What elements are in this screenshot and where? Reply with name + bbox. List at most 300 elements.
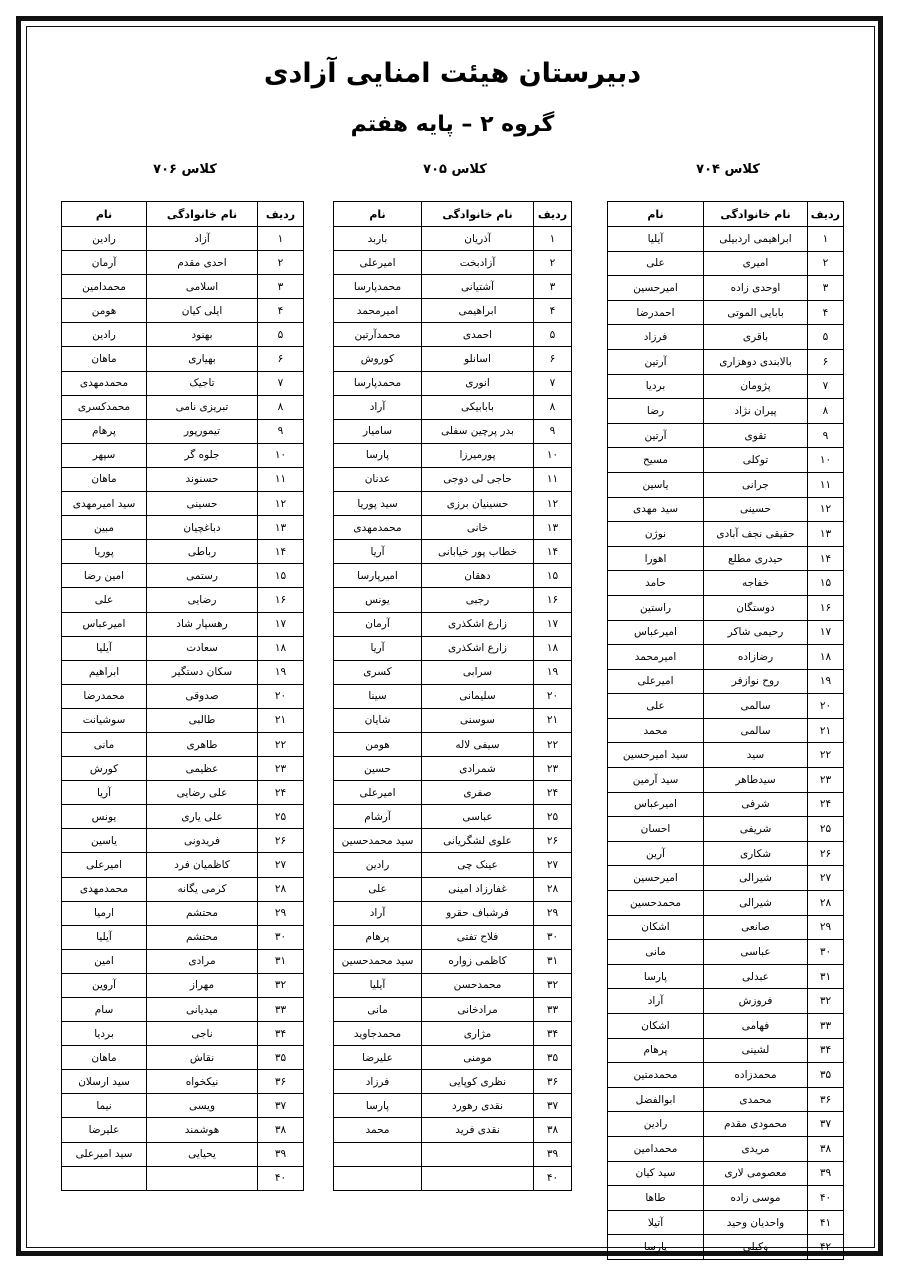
row-number: ۳۴ xyxy=(534,1022,572,1046)
table-row xyxy=(608,964,844,989)
family-name-cell: روح نوازفر xyxy=(704,669,808,694)
row-number: ۲۲ xyxy=(258,732,304,756)
first-name-cell: امیرمحمد xyxy=(334,299,422,323)
table-row xyxy=(62,540,304,564)
first-name-cell: حسین xyxy=(334,757,422,781)
family-name-cell: صدوقی xyxy=(147,684,258,708)
family-name-cell: رجبی xyxy=(422,588,534,612)
family-name-cell: جرانی xyxy=(704,472,808,497)
row-number: ۲۲ xyxy=(534,732,572,756)
first-name-cell: محمدحسین xyxy=(608,891,704,916)
first-name-cell: آرمان xyxy=(334,612,422,636)
row-number: ۲۰ xyxy=(534,684,572,708)
first-name-cell: نوژن xyxy=(608,522,704,547)
table-row xyxy=(608,718,844,743)
first-name-cell: امیرحسین xyxy=(608,866,704,891)
family-name-cell: ناجی xyxy=(147,1022,258,1046)
family-name-cell: پورمیرزا xyxy=(422,443,534,467)
header-radif: ردیف xyxy=(258,202,304,227)
table-row xyxy=(62,1070,304,1094)
table-row xyxy=(608,1112,844,1137)
first-name-cell: امیرحسین xyxy=(608,276,704,301)
row-number: ۸ xyxy=(258,395,304,419)
family-name-cell: محمدی xyxy=(704,1087,808,1112)
table-row xyxy=(608,1063,844,1088)
family-name-cell: خفاجه xyxy=(704,571,808,596)
table-row xyxy=(62,443,304,467)
row-number: ۲۵ xyxy=(534,805,572,829)
table-row xyxy=(334,925,572,949)
first-name-cell: علیرضا xyxy=(334,1046,422,1070)
table-row xyxy=(608,374,844,399)
row-number: ۳۶ xyxy=(534,1070,572,1094)
row-number: ۳۱ xyxy=(808,964,844,989)
table-row xyxy=(62,829,304,853)
family-name-cell: طالبی xyxy=(147,708,258,732)
row-number: ۲ xyxy=(808,251,844,276)
table-row xyxy=(62,708,304,732)
family-name-cell: بالابندی دوهزاری xyxy=(704,349,808,374)
row-number: ۳۴ xyxy=(258,1022,304,1046)
table-row xyxy=(334,540,572,564)
family-name-cell: مومنی xyxy=(422,1046,534,1070)
table-header-row xyxy=(62,202,304,227)
family-name-cell: فریدونی xyxy=(147,829,258,853)
row-number: ۳۴ xyxy=(808,1038,844,1063)
table-row xyxy=(62,901,304,925)
first-name-cell: حامد xyxy=(608,571,704,596)
row-number: ۳۹ xyxy=(808,1161,844,1186)
table-row xyxy=(62,781,304,805)
table-row xyxy=(334,684,572,708)
family-name-cell: رستمی xyxy=(147,564,258,588)
table-header-row xyxy=(608,202,844,227)
row-number: ۲۵ xyxy=(808,817,844,842)
first-name-cell: کورش xyxy=(62,757,147,781)
first-name-cell: آرتین xyxy=(608,349,704,374)
first-name-cell: محمدجاوید xyxy=(334,1022,422,1046)
row-number: ۳۲ xyxy=(258,973,304,997)
table-row xyxy=(62,732,304,756)
table-row xyxy=(62,1142,304,1166)
first-name-cell: آیلیا xyxy=(62,925,147,949)
family-name-cell: محمودی مقدم xyxy=(704,1112,808,1137)
family-name-cell: علی رضایی xyxy=(147,781,258,805)
table-row xyxy=(62,1118,304,1142)
first-name-cell: عدنان xyxy=(334,467,422,491)
family-name-cell: ایلی کیان xyxy=(147,299,258,323)
family-name-cell: حقیقی نجف آبادی xyxy=(704,522,808,547)
table-row xyxy=(62,395,304,419)
first-name-cell: نیما xyxy=(62,1094,147,1118)
header-radif: ردیف xyxy=(808,202,844,227)
family-name-cell: اسانلو xyxy=(422,347,534,371)
row-number: ۳۶ xyxy=(258,1070,304,1094)
table-row xyxy=(334,275,572,299)
first-name-cell: امیرعباس xyxy=(608,620,704,645)
family-name-cell: شرفی xyxy=(704,792,808,817)
row-number: ۹ xyxy=(258,419,304,443)
first-name-cell: امیرعلی xyxy=(62,853,147,877)
row-number: ۱۹ xyxy=(534,660,572,684)
family-name-cell: فروزش xyxy=(704,989,808,1014)
row-number: ۲۳ xyxy=(534,757,572,781)
row-number: ۳۰ xyxy=(534,925,572,949)
table-row xyxy=(334,732,572,756)
table-row xyxy=(334,1142,572,1166)
table-row xyxy=(334,612,572,636)
first-name-cell: سپهر xyxy=(62,443,147,467)
family-name-cell: اسلامی xyxy=(147,275,258,299)
table-row xyxy=(608,866,844,891)
table-row xyxy=(608,546,844,571)
family-name-cell: تیمورپور xyxy=(147,419,258,443)
row-number: ۲۱ xyxy=(534,708,572,732)
row-number: ۲۱ xyxy=(808,718,844,743)
table-row xyxy=(608,694,844,719)
header-family: نام خانوادگی xyxy=(147,202,258,227)
table-row xyxy=(62,1046,304,1070)
row-number: ۲۷ xyxy=(808,866,844,891)
first-name-cell: سید محمدحسین xyxy=(334,949,422,973)
row-number: ۳۷ xyxy=(258,1094,304,1118)
table-row xyxy=(62,973,304,997)
first-name-cell: امین xyxy=(62,949,147,973)
table-row xyxy=(62,419,304,443)
table-row xyxy=(334,588,572,612)
family-name-cell: سرابی xyxy=(422,660,534,684)
first-name-cell: محمدمهدی xyxy=(334,516,422,540)
family-name-cell: آشتیانی xyxy=(422,275,534,299)
row-number: ۲۸ xyxy=(534,877,572,901)
table-row xyxy=(334,1118,572,1142)
family-name-cell: موسی زاده xyxy=(704,1186,808,1211)
family-name-cell: سوسنی xyxy=(422,708,534,732)
family-name-cell: سالمی xyxy=(704,718,808,743)
row-number: ۲۸ xyxy=(258,877,304,901)
row-number: ۳۱ xyxy=(258,949,304,973)
family-name-cell: توکلی xyxy=(704,448,808,473)
row-number: ۳۳ xyxy=(258,998,304,1022)
first-name-cell: علی xyxy=(334,877,422,901)
table-row xyxy=(62,877,304,901)
first-name-cell: باربد xyxy=(334,227,422,251)
class-706-table xyxy=(61,201,304,1191)
family-name-cell: صانعی xyxy=(704,915,808,940)
first-name-cell: آراد xyxy=(608,989,704,1014)
first-name-cell: مانی xyxy=(334,998,422,1022)
first-name-cell: آیلیا xyxy=(334,973,422,997)
row-number: ۱۲ xyxy=(534,492,572,516)
table-row xyxy=(608,743,844,768)
family-name-cell: عبدلی xyxy=(704,964,808,989)
row-number: ۳۰ xyxy=(808,940,844,965)
family-name-cell: طاهری xyxy=(147,732,258,756)
table-row xyxy=(62,998,304,1022)
family-name-cell: خطاب پور خیابانی xyxy=(422,540,534,564)
family-name-cell: انوری xyxy=(422,371,534,395)
first-name-cell: فرزاد xyxy=(608,325,704,350)
family-name-cell: حسنوند xyxy=(147,467,258,491)
table-row xyxy=(62,925,304,949)
first-name-cell: محمدرضا xyxy=(62,684,147,708)
table-row xyxy=(608,497,844,522)
row-number: ۲۳ xyxy=(258,757,304,781)
row-number: ۳۷ xyxy=(534,1094,572,1118)
table-row xyxy=(608,300,844,325)
row-number: ۲۴ xyxy=(534,781,572,805)
family-name-cell: سیفی لاله xyxy=(422,732,534,756)
first-name-cell: آیلیا xyxy=(608,227,704,252)
table-row xyxy=(334,347,572,371)
row-number: ۲۵ xyxy=(258,805,304,829)
table-row xyxy=(62,636,304,660)
first-name-cell: پرهام xyxy=(608,1038,704,1063)
header-family: نام خانوادگی xyxy=(422,202,534,227)
row-number: ۷ xyxy=(258,371,304,395)
row-number: ۴۰ xyxy=(534,1166,572,1190)
row-number: ۱۶ xyxy=(534,588,572,612)
family-name-cell: حسینی xyxy=(704,497,808,522)
first-name-cell: امیرپارسا xyxy=(334,564,422,588)
row-number: ۳۹ xyxy=(534,1142,572,1166)
row-number: ۶ xyxy=(534,347,572,371)
first-name-cell xyxy=(334,1142,422,1166)
family-name-cell: ویسی xyxy=(147,1094,258,1118)
family-name-cell: غفارزاد امینی xyxy=(422,877,534,901)
table-row xyxy=(334,516,572,540)
family-name-cell: میدیانی xyxy=(147,998,258,1022)
first-name-cell: سید مهدی xyxy=(608,497,704,522)
table-row xyxy=(608,645,844,670)
row-number: ۲۶ xyxy=(258,829,304,853)
first-name-cell: آرمان xyxy=(62,251,147,275)
row-number: ۱۲ xyxy=(258,492,304,516)
row-number: ۴۱ xyxy=(808,1210,844,1235)
row-number: ۴۰ xyxy=(258,1166,304,1190)
table-row xyxy=(334,781,572,805)
row-number: ۱۴ xyxy=(534,540,572,564)
header-name: نام xyxy=(62,202,147,227)
row-number: ۴ xyxy=(258,299,304,323)
family-name-cell: مرادی xyxy=(147,949,258,973)
table-row xyxy=(334,419,572,443)
first-name-cell: ابوالفضل xyxy=(608,1087,704,1112)
family-name-cell: ابراهیمی اردبیلی xyxy=(704,227,808,252)
first-name-cell: ماهان xyxy=(62,347,147,371)
table-row xyxy=(608,1161,844,1186)
header-family: نام خانوادگی xyxy=(704,202,808,227)
first-name-cell: محمدآرتین xyxy=(334,323,422,347)
first-name-cell: سینا xyxy=(334,684,422,708)
row-number: ۲۴ xyxy=(258,781,304,805)
row-number: ۱ xyxy=(808,227,844,252)
family-name-cell: شیرالی xyxy=(704,866,808,891)
table-row xyxy=(608,349,844,374)
family-name-cell: رضازاده xyxy=(704,645,808,670)
first-name-cell: محمدامین xyxy=(608,1136,704,1161)
table-row xyxy=(62,275,304,299)
row-number: ۱۶ xyxy=(808,595,844,620)
row-number: ۲۴ xyxy=(808,792,844,817)
family-name-cell: سالمی xyxy=(704,694,808,719)
table-row xyxy=(62,805,304,829)
first-name-cell: امیرعلی xyxy=(334,251,422,275)
row-number: ۱۹ xyxy=(258,660,304,684)
table-row xyxy=(334,1046,572,1070)
table-row xyxy=(608,276,844,301)
row-number: ۷ xyxy=(808,374,844,399)
table-row xyxy=(334,1094,572,1118)
class-705-table xyxy=(333,201,572,1191)
first-name-cell: آریا xyxy=(334,636,422,660)
row-number: ۳۲ xyxy=(808,989,844,1014)
table-row xyxy=(62,660,304,684)
family-name-cell: آزاد xyxy=(147,227,258,251)
first-name-cell: امیرعباس xyxy=(62,612,147,636)
row-number: ۴۰ xyxy=(808,1186,844,1211)
first-name-cell: هومن xyxy=(62,299,147,323)
table-row xyxy=(608,325,844,350)
row-number: ۵ xyxy=(534,323,572,347)
first-name-cell: پارسا xyxy=(334,1094,422,1118)
row-number: ۸ xyxy=(534,395,572,419)
family-name-cell: نقاش xyxy=(147,1046,258,1070)
family-name-cell: عظیمی xyxy=(147,757,258,781)
first-name-cell: آرشام xyxy=(334,805,422,829)
row-number: ۳ xyxy=(808,276,844,301)
row-number: ۳ xyxy=(534,275,572,299)
table-row xyxy=(62,684,304,708)
first-name-cell: یونس xyxy=(62,805,147,829)
table-row xyxy=(334,1022,572,1046)
first-name-cell: محمدامین xyxy=(62,275,147,299)
row-number: ۹ xyxy=(808,423,844,448)
family-name-cell: عینک چی xyxy=(422,853,534,877)
first-name-cell: امیرعلی xyxy=(608,669,704,694)
first-name-cell: احمدرضا xyxy=(608,300,704,325)
first-name-cell: آراد xyxy=(334,395,422,419)
table-row xyxy=(334,564,572,588)
table-row xyxy=(608,571,844,596)
family-name-cell: دوستگان xyxy=(704,595,808,620)
table-row xyxy=(608,841,844,866)
first-name-cell: یاسین xyxy=(608,472,704,497)
table-row xyxy=(334,660,572,684)
family-name-cell: مریدی xyxy=(704,1136,808,1161)
first-name-cell: کسری xyxy=(334,660,422,684)
row-number: ۳۳ xyxy=(534,998,572,1022)
first-name-cell: سید کیان xyxy=(608,1161,704,1186)
row-number: ۱۶ xyxy=(258,588,304,612)
first-name-cell: پرهام xyxy=(334,925,422,949)
row-number: ۱۹ xyxy=(808,669,844,694)
family-name-cell: شکاری xyxy=(704,841,808,866)
row-number: ۳۷ xyxy=(808,1112,844,1137)
first-name-cell: محمدکسری xyxy=(62,395,147,419)
row-number: ۱ xyxy=(534,227,572,251)
family-name-cell: مهراز xyxy=(147,973,258,997)
row-number: ۱۵ xyxy=(534,564,572,588)
table-row xyxy=(334,299,572,323)
row-number: ۳۹ xyxy=(258,1142,304,1166)
table-row xyxy=(334,757,572,781)
first-name-cell: محمد xyxy=(608,718,704,743)
row-number: ۱۳ xyxy=(534,516,572,540)
family-name-cell: بهنود xyxy=(147,323,258,347)
row-number: ۱ xyxy=(258,227,304,251)
family-name-cell: بدر پرچین سفلی xyxy=(422,419,534,443)
first-name-cell: ماهان xyxy=(62,1046,147,1070)
first-name-cell: آتیلا xyxy=(608,1210,704,1235)
family-name-cell: زارع اشکذری xyxy=(422,636,534,660)
first-name-cell: اهورا xyxy=(608,546,704,571)
row-number: ۱۵ xyxy=(808,571,844,596)
first-name-cell: امیرمحمد xyxy=(608,645,704,670)
table-row xyxy=(608,1087,844,1112)
first-name-cell: سید امیرمهدی xyxy=(62,492,147,516)
family-name-cell: فلاح تفتی xyxy=(422,925,534,949)
first-name-cell: اشکان xyxy=(608,1014,704,1039)
first-name-cell: پارسا xyxy=(334,443,422,467)
table-row xyxy=(608,448,844,473)
family-name-cell: جلوه گر xyxy=(147,443,258,467)
family-name-cell: مرادخانی xyxy=(422,998,534,1022)
family-name-cell: احمدی xyxy=(422,323,534,347)
family-name-cell: بهیاری xyxy=(147,347,258,371)
table-row xyxy=(334,371,572,395)
family-name-cell: پیران نژاد xyxy=(704,399,808,424)
family-name-cell: فهامی xyxy=(704,1014,808,1039)
family-name-cell: شمرادی xyxy=(422,757,534,781)
table-row xyxy=(334,877,572,901)
table-row xyxy=(334,805,572,829)
table-row xyxy=(608,399,844,424)
table-row xyxy=(62,299,304,323)
first-name-cell: امیرعلی xyxy=(334,781,422,805)
row-number: ۳۱ xyxy=(534,949,572,973)
first-name-cell: سامیار xyxy=(334,419,422,443)
first-name-cell: سوشیانت xyxy=(62,708,147,732)
family-name-cell: علوی لشگریانی xyxy=(422,829,534,853)
family-name-cell: پژومان xyxy=(704,374,808,399)
family-name-cell xyxy=(147,1166,258,1190)
first-name-cell: پارسا xyxy=(608,1235,704,1260)
row-number: ۳۵ xyxy=(258,1046,304,1070)
table-row xyxy=(334,708,572,732)
row-number: ۲۹ xyxy=(258,901,304,925)
row-number: ۳۸ xyxy=(808,1136,844,1161)
table-header-row xyxy=(334,202,572,227)
row-number: ۱۷ xyxy=(808,620,844,645)
table-row xyxy=(608,1186,844,1211)
first-name-cell: محمدمهدی xyxy=(62,877,147,901)
family-name-cell: تبریزی نامی xyxy=(147,395,258,419)
table-row xyxy=(334,853,572,877)
first-name-cell: اشکان xyxy=(608,915,704,940)
row-number: ۱۱ xyxy=(534,467,572,491)
row-number: ۷ xyxy=(534,371,572,395)
table-row xyxy=(62,347,304,371)
header-name: نام xyxy=(334,202,422,227)
first-name-cell: فرزاد xyxy=(334,1070,422,1094)
table-row xyxy=(62,1022,304,1046)
row-number: ۳۵ xyxy=(808,1063,844,1088)
family-name-cell: فرشباف حقرو xyxy=(422,901,534,925)
row-number: ۲۱ xyxy=(258,708,304,732)
table-row xyxy=(62,564,304,588)
family-name-cell: آذریان xyxy=(422,227,534,251)
